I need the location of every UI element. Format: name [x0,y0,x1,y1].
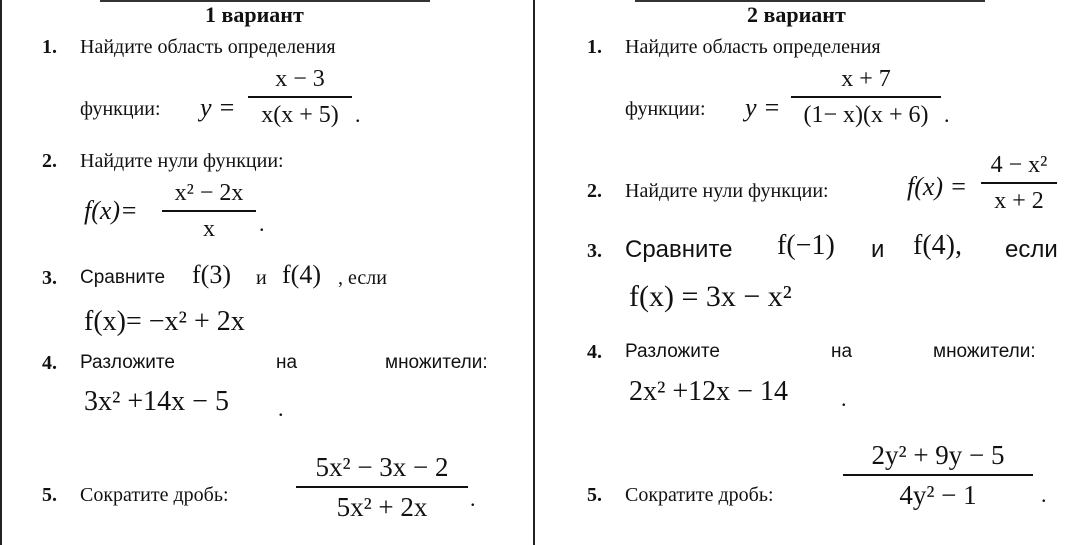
task-text: Сократите дробь: [625,484,774,506]
task-word: множители: [385,352,488,373]
fraction-numerator: 2y² + 9y − 5 [871,440,1005,470]
task-number: 4. [42,352,57,374]
fraction-bar [843,474,1033,476]
task-word: Разложите [625,341,720,362]
period: . [841,386,847,411]
task-word: на [831,341,853,362]
fraction-numerator: 5x² − 3x − 2 [315,452,449,482]
task-text: Найдите область определения [625,36,881,58]
task-number: 5. [42,484,57,506]
variant-1-column [0,0,533,545]
period: . [470,486,476,511]
fraction-numerator: x² − 2x [174,180,244,206]
fraction-denominator: x [203,215,215,242]
variant-2-column [535,0,1080,545]
conjunction: и [256,267,267,289]
function-lhs: y = [200,93,236,122]
function-lhs: y = [745,93,781,122]
task-text: Сравните [80,267,166,288]
task-text: Сократите дробь: [80,484,229,506]
task-number: 3. [42,267,57,289]
function-definition: f(x)= −x² + 2x [84,306,245,337]
period: . [278,396,284,421]
period: . [355,102,361,127]
task-text: Сравните [625,236,733,263]
function-value-a: f(−1) [777,230,835,261]
fraction [248,64,352,130]
function-definition: f(x) = 3x − x² [629,280,792,313]
fraction-denominator: (1− x)(x + 6) [803,101,929,128]
task-word: на [276,352,298,373]
fraction [843,438,1033,512]
period: . [944,102,950,127]
task-number: 4. [587,341,602,363]
fraction-numerator: x − 3 [275,66,325,92]
task-word: множители: [933,341,1036,362]
variant-2-heading: 2 вариант [747,2,846,27]
period: . [1041,482,1047,507]
fraction-bar [981,182,1057,184]
function-lhs: f(x)= [84,196,138,225]
task-text: Найдите область определения [80,36,336,58]
task-word: Разложите [80,352,175,373]
fraction [296,450,468,524]
period: . [259,211,265,236]
expression: 2x² +12x − 14 [629,376,788,407]
fraction [791,64,941,130]
fraction-numerator: x + 7 [841,66,891,92]
fraction-denominator: 4y² − 1 [899,479,977,510]
variant-1-heading: 1 вариант [205,2,304,27]
function-lhs: f(x) = [907,172,968,201]
task-text-suffix: , если [338,267,387,289]
task-text-suffix: если [1005,236,1058,263]
fraction [162,178,256,244]
fraction-bar [162,210,256,212]
function-label: функции: [80,98,161,120]
task-number: 2. [42,150,57,172]
task-number: 1. [42,36,57,58]
task-text: Найдите нули функции: [80,150,284,172]
fraction-bar [791,96,941,98]
fraction-denominator: x(x + 5) [261,101,339,128]
conjunction: и [871,236,885,263]
fraction-bar [248,96,352,98]
expression: 3x² +14x − 5 [84,386,229,417]
task-number: 5. [587,484,602,506]
task-number: 2. [587,180,602,202]
fraction-bar [296,486,468,488]
task-number: 1. [587,36,602,58]
task-number: 3. [587,240,602,262]
task-text: Найдите нули функции: [625,180,829,202]
fraction-denominator: x + 2 [994,187,1044,214]
function-label: функции: [625,98,706,120]
fraction-numerator: 4 − x² [990,152,1048,178]
fraction-denominator: 5x² + 2x [336,491,428,522]
function-value-b: f(4) [282,260,321,289]
function-value-a: f(3) [192,260,231,289]
function-value-b: f(4), [913,230,962,261]
fraction [981,150,1057,216]
